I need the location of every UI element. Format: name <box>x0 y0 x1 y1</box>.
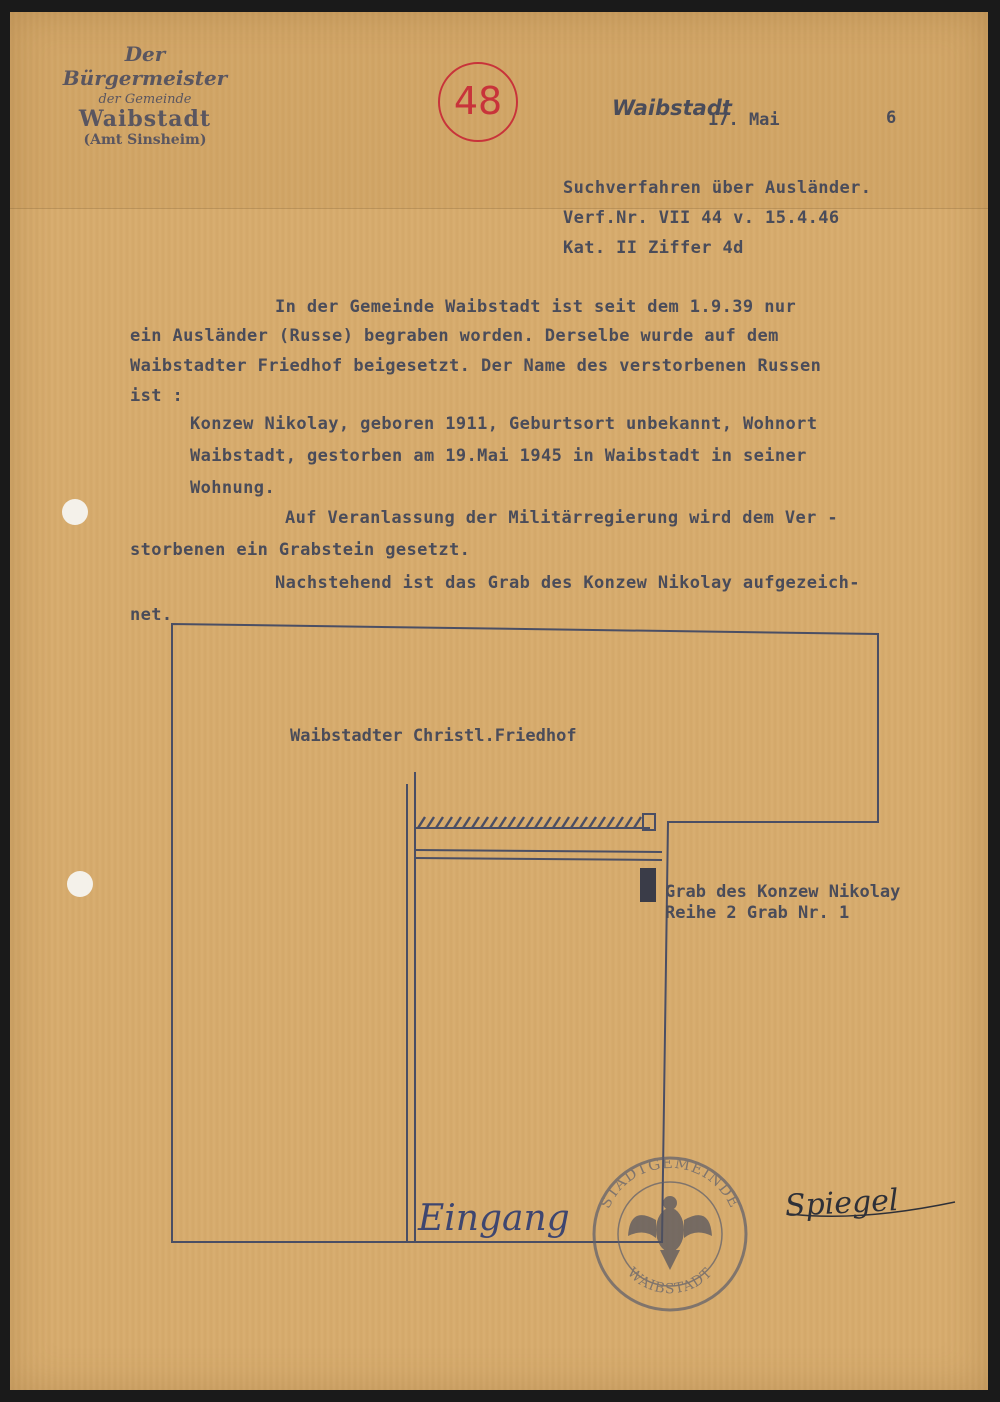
hatch-mark <box>526 817 533 828</box>
cemetery-outline <box>172 624 878 1242</box>
stamp-top-text: STADTGEMEINDE <box>596 1153 744 1212</box>
entrance-label: Eingang <box>418 1198 570 1239</box>
grave-marker <box>640 868 656 902</box>
hatch-mark <box>598 817 605 828</box>
body-p4-line-1: Nachstehend ist das Grab des Konzew Nikolay aufgezeich- <box>275 573 860 593</box>
letterhead-title: Der Bürgermeister <box>62 42 228 90</box>
hatch-mark <box>445 817 452 828</box>
hatch-mark <box>472 817 479 828</box>
grave-row-hatching <box>418 817 641 828</box>
hatch-mark <box>616 817 623 828</box>
cemetery-label: Waibstadter Christl.Friedhof <box>290 726 577 746</box>
hatch-mark <box>481 817 488 828</box>
body-p1-line-2: ein Ausländer (Russe) begraben worden. Derselbe wurde auf dem <box>130 326 779 346</box>
stamp-bottom-text: WAIBSTADT <box>624 1264 716 1298</box>
body-p1-line-4: ist : <box>130 386 184 406</box>
signature: Spiegel <box>784 1183 900 1224</box>
hatch-mark <box>580 817 587 828</box>
letterhead-town: Waibstadt <box>78 106 212 132</box>
eagle-emblem-icon <box>628 1196 712 1270</box>
hatch-mark <box>463 817 470 828</box>
grave-label-line-1: Grab des Konzew Nikolay <box>665 882 901 902</box>
hatch-mark <box>436 817 443 828</box>
body-p3-line-2: storbenen ein Grabstein gesetzt. <box>130 540 471 560</box>
body-p2-line-3: Wohnung. <box>190 478 276 498</box>
hatch-mark <box>562 817 569 828</box>
hatch-mark <box>634 817 641 828</box>
hatch-mark <box>535 817 542 828</box>
date-year: 6 <box>886 108 897 128</box>
hatch-mark <box>499 817 506 828</box>
body-p1-line-1: In der Gemeinde Waibstadt ist seit dem 1.9.39 nur <box>275 297 797 317</box>
page-number-circled: 48 <box>438 62 518 142</box>
hatch-mark <box>625 817 632 828</box>
hatch-mark <box>517 817 524 828</box>
body-p2-line-2: Waibstadt, gestorben am 19.Mai 1945 in Waibstadt in seiner <box>190 446 807 466</box>
hatch-mark <box>454 817 461 828</box>
hatch-mark <box>571 817 578 828</box>
hatch-mark <box>607 817 614 828</box>
path-cross-line-1 <box>415 850 662 852</box>
letterhead-office: (Amt Sinsheim) <box>83 132 207 148</box>
date-value: 17. Mai <box>708 110 780 130</box>
grave-label-line-2: Reihe 2 Grab Nr. 1 <box>665 903 850 923</box>
hatch-mark <box>490 817 497 828</box>
hatch-mark <box>418 817 425 828</box>
hatch-mark <box>427 817 434 828</box>
body-p4-line-2: net. <box>130 605 173 625</box>
date-place: Waibstadt <box>612 96 732 120</box>
hatch-mark <box>544 817 551 828</box>
reference-line-3: Kat. II Ziffer 4d <box>563 238 744 258</box>
reference-line-2: Verf.Nr. VII 44 v. 15.4.46 <box>563 208 840 228</box>
body-p3-line-1: Auf Veranlassung der Militärregierung wird dem Ver - <box>285 508 839 528</box>
official-stamp <box>594 1154 746 1310</box>
hatch-mark <box>553 817 560 828</box>
letterhead-sub: der Gemeinde <box>98 92 192 107</box>
body-p1-line-3: Waibstadter Friedhof beigesetzt. Der Name des verstorbenen Russen <box>130 356 822 376</box>
hatch-mark <box>508 817 515 828</box>
path-cross-line-2 <box>415 858 662 860</box>
hatch-mark <box>589 817 596 828</box>
reference-line-1: Suchverfahren über Ausländer. <box>563 178 872 198</box>
body-p2-line-1: Konzew Nikolay, geboren 1911, Geburtsort unbekannt, Wohnort <box>190 414 818 434</box>
